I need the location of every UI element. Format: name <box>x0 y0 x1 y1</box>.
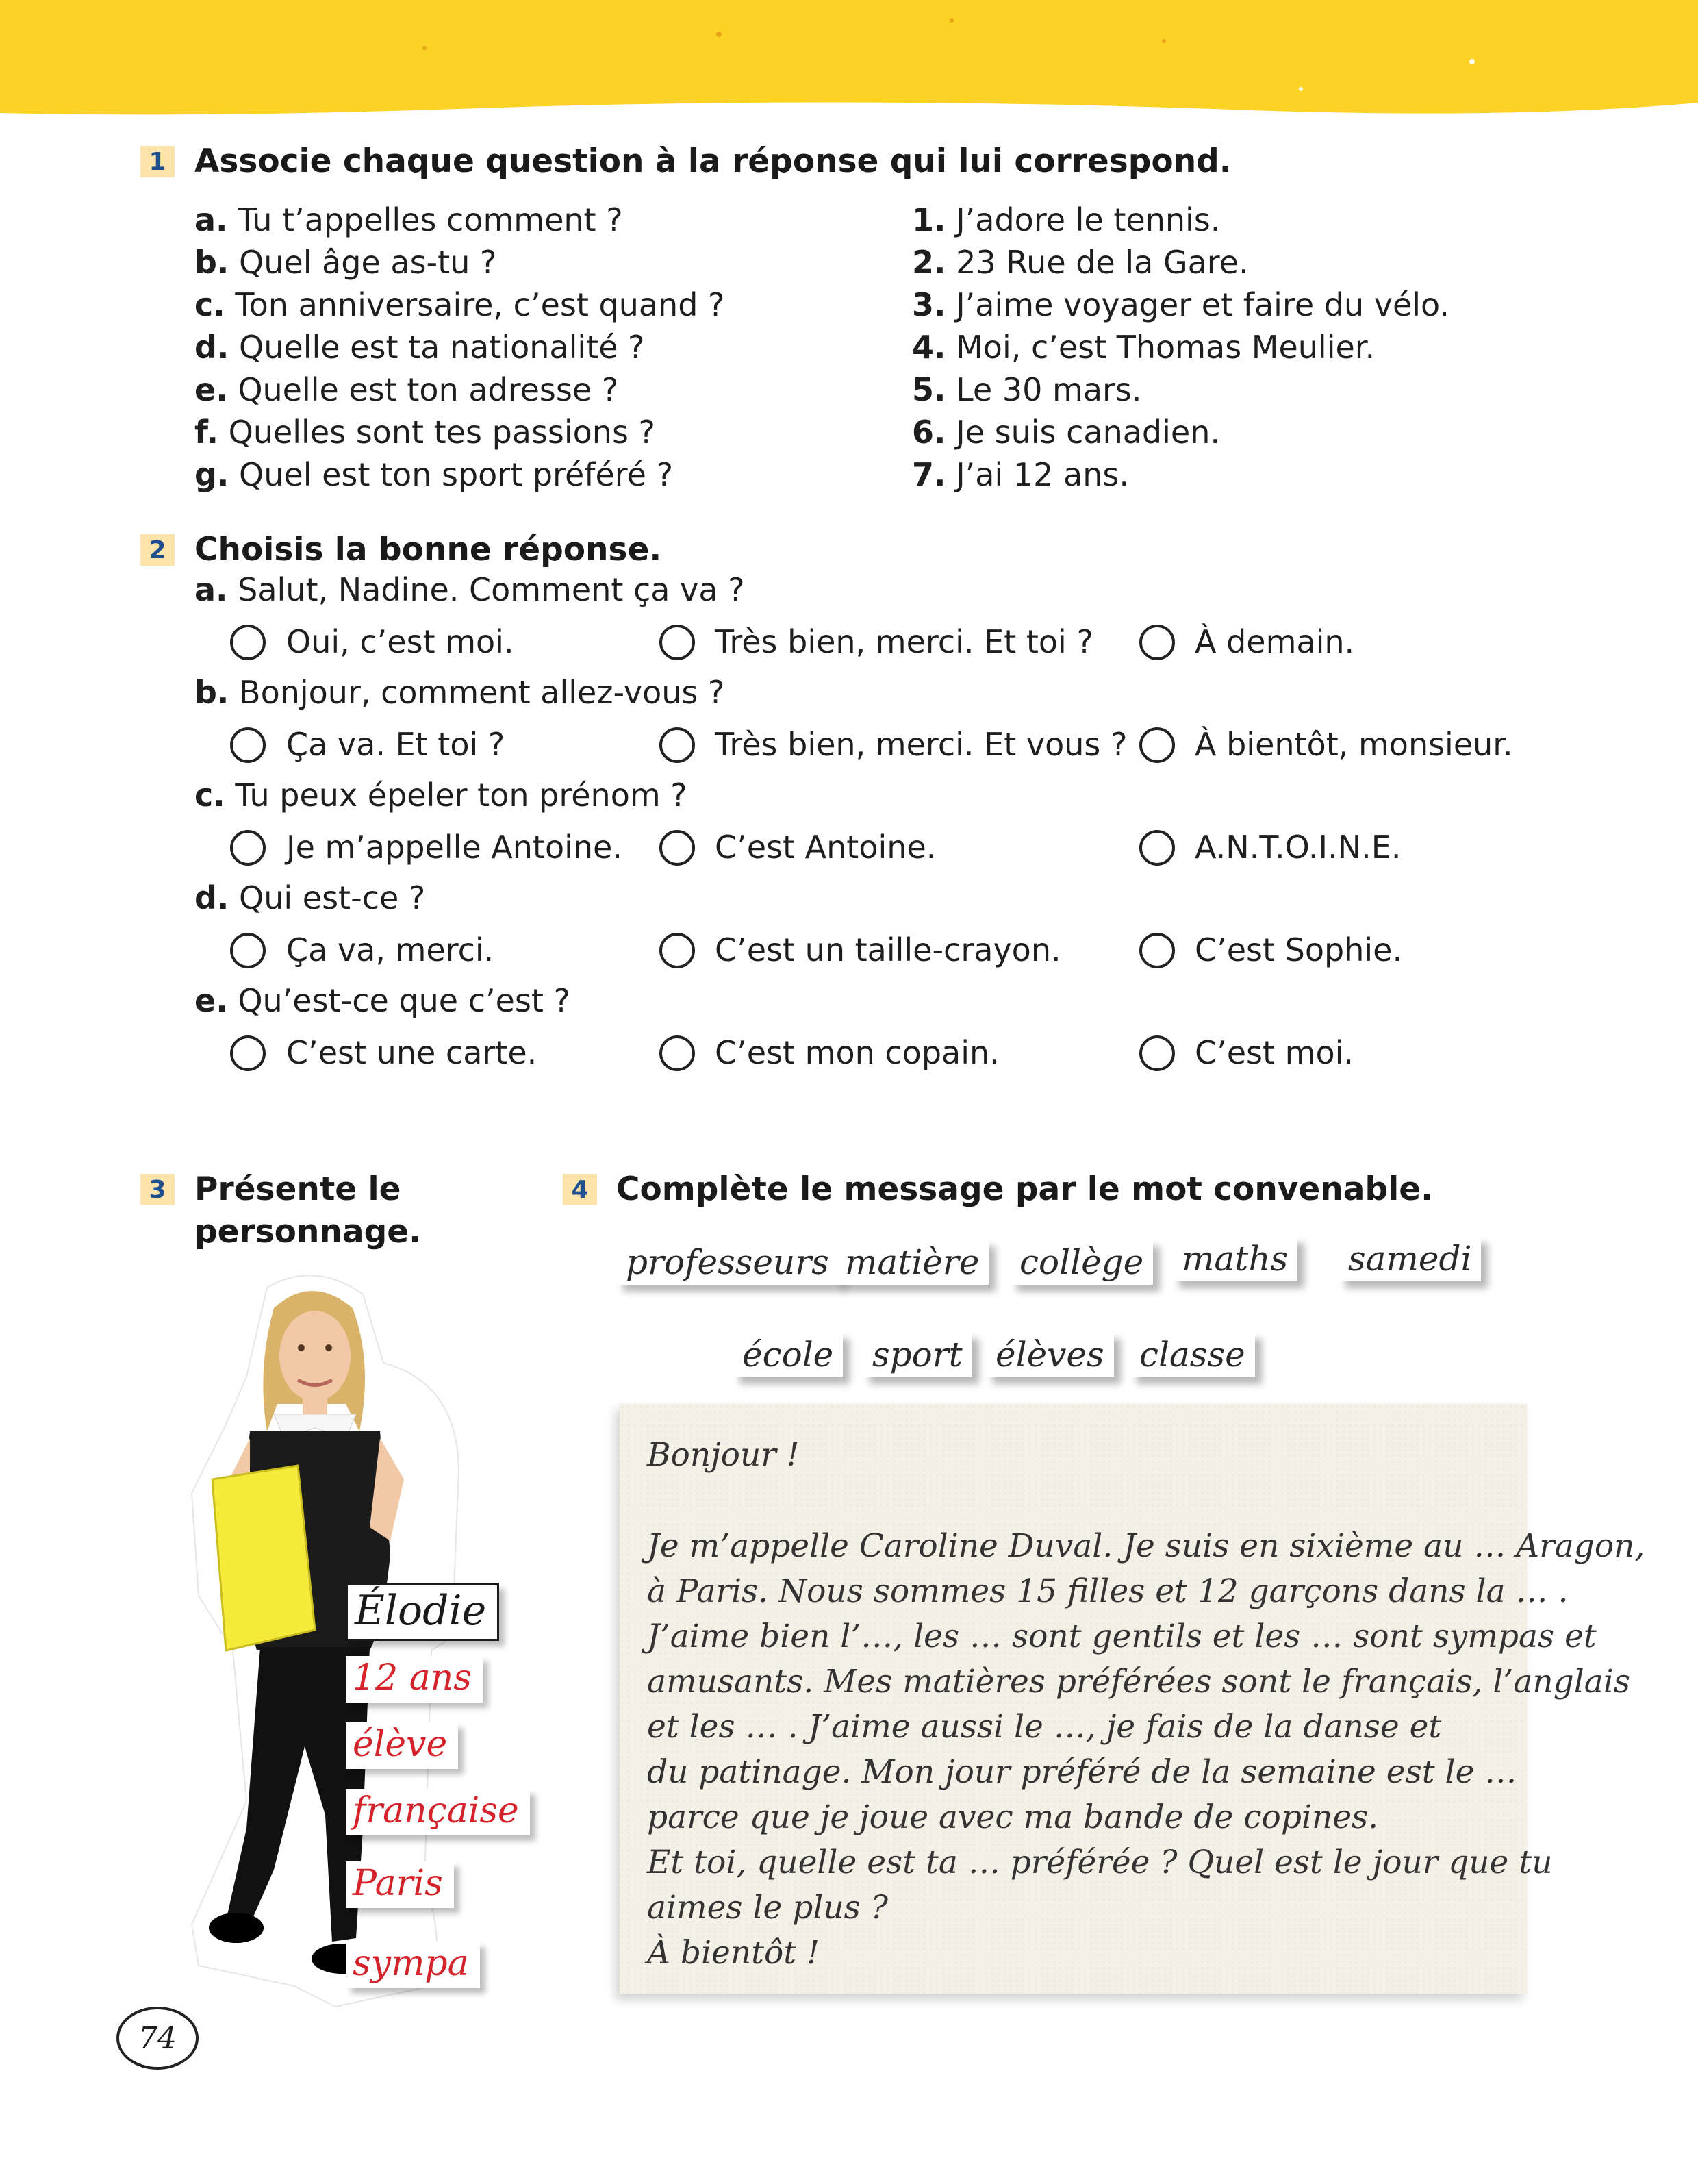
word-card[interactable]: matière <box>835 1240 989 1285</box>
word-card[interactable]: élèves <box>986 1332 1114 1377</box>
letter-line: Bonjour ! <box>647 1436 800 1474</box>
word-card[interactable]: samedi <box>1339 1236 1481 1281</box>
radio-option[interactable] <box>1139 727 1175 763</box>
option-label: C’est moi. <box>1195 1034 1354 1071</box>
word-card[interactable]: sport <box>863 1332 972 1377</box>
answer-item: 5. Le 30 mars. <box>912 371 1142 408</box>
exercise-1-number: 1 <box>140 146 175 177</box>
question-item: f. Quelles sont tes passions ? <box>194 414 655 451</box>
answer-item: 1. J’adore le tennis. <box>912 201 1221 238</box>
tag-personality: sympa <box>346 1942 480 1988</box>
radio-option[interactable] <box>1139 933 1175 968</box>
mcq-question: e. Qu’est-ce que c’est ? <box>194 982 570 1019</box>
tag-nationality: française <box>346 1789 530 1835</box>
word-card[interactable]: maths <box>1172 1236 1297 1281</box>
letter-line: J’aime bien l’…, les … sont gentils et les … sont sympas et <box>647 1618 1597 1655</box>
option-label: À bientôt, monsieur. <box>1195 726 1513 763</box>
tag-name: Élodie <box>346 1583 499 1641</box>
option-label: C’est Antoine. <box>715 829 937 866</box>
letter-line: à Paris. Nous sommes 15 filles et 12 garçons dans la … . <box>647 1572 1569 1610</box>
mcq-question: d. Qui est-ce ? <box>194 879 426 916</box>
radio-option[interactable] <box>659 625 695 660</box>
exercise-4-title: Complète le message par le mot convenable. <box>616 1170 1433 1208</box>
radio-option[interactable] <box>230 1035 266 1071</box>
option-label: Je m’appelle Antoine. <box>286 829 622 866</box>
radio-option[interactable] <box>230 830 266 866</box>
word-card[interactable]: école <box>733 1332 843 1377</box>
letter-line: et les … . J’aime aussi le …, je fais de la danse et <box>647 1708 1442 1746</box>
question-item: a. Tu t’appelles comment ? <box>194 201 623 238</box>
answer-item: 6. Je suis canadien. <box>912 414 1220 451</box>
option-label: Très bien, merci. Et vous ? <box>715 726 1128 763</box>
option-label: C’est mon copain. <box>715 1034 1000 1071</box>
exercise-3-title-line2: personnage. <box>194 1213 421 1251</box>
option-label: C’est un taille-crayon. <box>715 931 1061 968</box>
header-banner <box>0 0 1698 130</box>
question-item: b. Quel âge as-tu ? <box>194 244 497 281</box>
answer-item: 2. 23 Rue de la Gare. <box>912 244 1249 281</box>
radio-option[interactable] <box>230 625 266 660</box>
letter-line: amusants. Mes matières préférées sont le français, l’anglais <box>647 1663 1630 1700</box>
letter-line: À bientôt ! <box>647 1934 820 1972</box>
option-label: Très bien, merci. Et toi ? <box>715 623 1093 660</box>
radio-option[interactable] <box>659 727 695 763</box>
letter-line: du patinage. Mon jour préféré de la semaine est le … <box>647 1753 1517 1791</box>
exercise-3-number: 3 <box>140 1174 175 1205</box>
radio-option[interactable] <box>230 933 266 968</box>
word-card[interactable]: professeurs <box>616 1240 839 1285</box>
question-item: g. Quel est ton sport préféré ? <box>194 456 673 493</box>
question-item: d. Quelle est ta nationalité ? <box>194 329 645 366</box>
exercise-2-title: Choisis la bonne réponse. <box>194 531 662 568</box>
exercise-1-title: Associe chaque question à la réponse qui lui correspond. <box>194 142 1232 180</box>
exercise-2-number: 2 <box>140 534 175 566</box>
exercise-3-title-line1: Présente le <box>194 1170 401 1208</box>
answer-item: 3. J’aime voyager et faire du vélo. <box>912 286 1449 323</box>
letter-line: Je m’appelle Caroline Duval. Je suis en sixième au … Aragon, <box>647 1527 1645 1565</box>
tag-city: Paris <box>346 1861 454 1908</box>
radio-option[interactable] <box>1139 830 1175 866</box>
radio-option[interactable] <box>659 1035 695 1071</box>
letter-line: parce que je joue avec ma bande de copines. <box>647 1798 1379 1836</box>
exercise-4-number: 4 <box>563 1174 597 1205</box>
radio-option[interactable] <box>1139 625 1175 660</box>
option-label: Ça va, merci. <box>286 931 494 968</box>
question-item: c. Ton anniversaire, c’est quand ? <box>194 286 725 323</box>
mcq-question: a. Salut, Nadine. Comment ça va ? <box>194 571 745 608</box>
option-label: A.N.T.O.I.N.E. <box>1195 829 1402 866</box>
radio-option[interactable] <box>659 933 695 968</box>
answer-item: 4. Moi, c’est Thomas Meulier. <box>912 329 1376 366</box>
tag-status: élève <box>346 1722 458 1769</box>
option-label: C’est Sophie. <box>1195 931 1403 968</box>
option-label: Oui, c’est moi. <box>286 623 514 660</box>
radio-option[interactable] <box>1139 1035 1175 1071</box>
question-item: e. Quelle est ton adresse ? <box>194 371 619 408</box>
letter-line: Et toi, quelle est ta … préférée ? Quel est le jour que tu <box>647 1844 1553 1881</box>
option-label: Ça va. Et toi ? <box>286 726 505 763</box>
page-number: 74 <box>116 2007 199 2070</box>
tag-age: 12 ans <box>346 1656 483 1703</box>
option-label: À demain. <box>1195 623 1355 660</box>
mcq-question: c. Tu peux épeler ton prénom ? <box>194 777 687 814</box>
letter-line: aimes le plus ? <box>647 1889 888 1926</box>
radio-option[interactable] <box>230 727 266 763</box>
word-card[interactable]: collège <box>1010 1240 1153 1285</box>
message-paper <box>620 1404 1645 1994</box>
answer-item: 7. J’ai 12 ans. <box>912 456 1129 493</box>
mcq-question: b. Bonjour, comment allez-vous ? <box>194 674 725 711</box>
radio-option[interactable] <box>659 830 695 866</box>
option-label: C’est une carte. <box>286 1034 537 1071</box>
word-card[interactable]: classe <box>1130 1332 1255 1377</box>
